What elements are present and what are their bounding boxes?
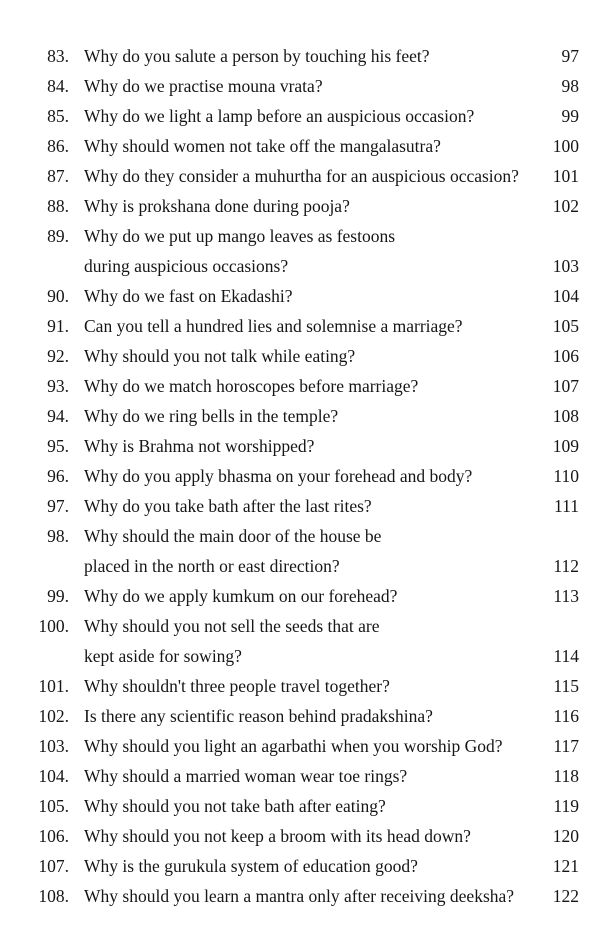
toc-entry — [0, 611, 600, 671]
toc-entry — [0, 401, 600, 431]
entry-title — [84, 671, 544, 701]
table-of-contents — [0, 41, 600, 911]
entry-number: 84. — [47, 76, 69, 96]
entry-title-line: Why do we ring bells in the temple? — [84, 406, 339, 426]
toc-entry — [0, 581, 600, 611]
entry-title — [84, 401, 544, 431]
entry-title — [84, 761, 544, 791]
entry-title-line: Why should you light an agarbathi when you worship God? — [84, 736, 503, 756]
entry-title — [84, 521, 544, 581]
toc-entry — [0, 101, 600, 131]
entry-number: 89. — [47, 226, 69, 246]
toc-entry — [0, 521, 600, 581]
entry-page-number: 99 — [561, 106, 579, 126]
toc-entry — [0, 491, 600, 521]
entry-title — [84, 701, 544, 731]
entry-title — [84, 131, 544, 161]
entry-title-line: Why do we light a lamp before an auspicious occasion? — [84, 106, 475, 126]
entry-number: 85. — [47, 106, 69, 126]
entry-number: 106. — [38, 826, 69, 846]
toc-entry — [0, 851, 600, 881]
entry-page-number: 107 — [552, 376, 579, 396]
entry-page-number: 109 — [552, 436, 579, 456]
entry-title-line: placed in the north or east direction? — [84, 556, 340, 576]
entry-number: 99. — [47, 586, 69, 606]
toc-entry — [0, 791, 600, 821]
entry-number: 98. — [47, 526, 69, 546]
entry-title — [84, 791, 544, 821]
entry-page-number: 102 — [552, 196, 579, 216]
toc-entry — [0, 161, 600, 191]
entry-title — [84, 281, 544, 311]
entry-number: 104. — [38, 766, 69, 786]
entry-page-number: 111 — [554, 496, 579, 516]
entry-title — [84, 431, 544, 461]
entry-number: 107. — [38, 856, 69, 876]
entry-number: 94. — [47, 406, 69, 426]
entry-title-line: Why do we match horoscopes before marriage? — [84, 376, 419, 396]
toc-entry — [0, 221, 600, 281]
toc-entry — [0, 701, 600, 731]
entry-title — [84, 821, 544, 851]
entry-number: 83. — [47, 46, 69, 66]
toc-entry — [0, 461, 600, 491]
toc-entry — [0, 761, 600, 791]
entry-title — [84, 611, 544, 671]
entry-title-line: Why do we practise mouna vrata? — [84, 76, 323, 96]
toc-entry — [0, 311, 600, 341]
entry-title-line: Why do you take bath after the last rites? — [84, 496, 372, 516]
entry-title — [84, 41, 544, 71]
toc-entry — [0, 821, 600, 851]
entry-title — [84, 311, 544, 341]
toc-entry — [0, 371, 600, 401]
entry-title — [84, 851, 544, 881]
toc-entry — [0, 281, 600, 311]
entry-title — [84, 191, 544, 221]
entry-number: 97. — [47, 496, 69, 516]
entry-number: 103. — [38, 736, 69, 756]
entry-page-number: 121 — [552, 856, 579, 876]
entry-title-line: Is there any scientific reason behind pradakshina? — [84, 706, 433, 726]
entry-title-line: Why should you learn a mantra only after receiving deeksha? — [84, 886, 515, 906]
entry-page-number: 108 — [552, 406, 579, 426]
entry-title — [84, 731, 544, 761]
entry-page-number: 105 — [552, 316, 579, 336]
entry-page-number: 101 — [552, 166, 579, 186]
entry-title — [84, 101, 544, 131]
entry-title-line: Why is the gurukula system of education good? — [84, 856, 418, 876]
toc-entry — [0, 671, 600, 701]
entry-page-number: 97 — [561, 46, 579, 66]
entry-page-number: 117 — [553, 736, 579, 756]
entry-title-line: Why shouldn't three people travel together? — [84, 676, 390, 696]
entry-title-line: Why do we apply kumkum on our forehead? — [84, 586, 398, 606]
entry-page-number: 100 — [552, 136, 579, 156]
entry-number: 108. — [38, 886, 69, 906]
entry-title-line: Can you tell a hundred lies and solemnise a marriage? — [84, 316, 463, 336]
entry-number: 100. — [38, 616, 69, 636]
entry-title-line: Why should the main door of the house be — [84, 526, 382, 546]
entry-number: 87. — [47, 166, 69, 186]
entry-page-number: 110 — [553, 466, 579, 486]
entry-title — [84, 581, 544, 611]
entry-title — [84, 341, 544, 371]
toc-entry — [0, 41, 600, 71]
toc-entry — [0, 191, 600, 221]
entry-title-line: Why should you not keep a broom with its head down? — [84, 826, 471, 846]
entry-number: 91. — [47, 316, 69, 336]
entry-number: 101. — [38, 676, 69, 696]
entry-page-number: 104 — [552, 286, 579, 306]
entry-page-number: 112 — [553, 556, 579, 576]
entry-title-line: Why do you apply bhasma on your forehead and body? — [84, 466, 473, 486]
entry-title-line: Why is Brahma not worshipped? — [84, 436, 315, 456]
entry-page-number: 118 — [553, 766, 579, 786]
entry-title — [84, 881, 544, 911]
entry-number: 95. — [47, 436, 69, 456]
entry-title-line: Why do we put up mango leaves as festoons — [84, 226, 396, 246]
entry-title-line: Why should a married woman wear toe rings? — [84, 766, 408, 786]
entry-title-line: during auspicious occasions? — [84, 256, 289, 276]
entry-number: 90. — [47, 286, 69, 306]
toc-entry — [0, 341, 600, 371]
entry-title-line: Why do they consider a muhurtha for an auspicious occasion? — [84, 166, 519, 186]
entry-number: 105. — [38, 796, 69, 816]
entry-title — [84, 461, 544, 491]
toc-entry — [0, 731, 600, 761]
toc-entry — [0, 131, 600, 161]
entry-page-number: 119 — [553, 796, 579, 816]
entry-title — [84, 71, 544, 101]
entry-number: 88. — [47, 196, 69, 216]
entry-page-number: 103 — [552, 256, 579, 276]
entry-number: 92. — [47, 346, 69, 366]
entry-title — [84, 491, 544, 521]
toc-entry — [0, 881, 600, 911]
entry-page-number: 106 — [552, 346, 579, 366]
entry-title-line: kept aside for sowing? — [84, 646, 242, 666]
entry-title-line: Why should you not sell the seeds that are — [84, 616, 380, 636]
entry-title — [84, 161, 544, 191]
entry-title-line: Why is prokshana done during pooja? — [84, 196, 350, 216]
entry-title-line: Why should you not talk while eating? — [84, 346, 356, 366]
entry-page-number: 115 — [553, 676, 579, 696]
entry-number: 96. — [47, 466, 69, 486]
entry-page-number: 116 — [553, 706, 579, 726]
entry-title-line: Why should women not take off the mangalasutra? — [84, 136, 441, 156]
entry-page-number: 114 — [553, 646, 579, 666]
toc-entry — [0, 71, 600, 101]
entry-page-number: 98 — [561, 76, 579, 96]
toc-entry — [0, 431, 600, 461]
entry-page-number: 122 — [552, 886, 579, 906]
entry-title-line: Why should you not take bath after eating? — [84, 796, 386, 816]
entry-title — [84, 371, 544, 401]
entry-page-number: 113 — [553, 586, 579, 606]
entry-page-number: 120 — [552, 826, 579, 846]
entry-number: 86. — [47, 136, 69, 156]
entry-title-line: Why do you salute a person by touching his feet? — [84, 46, 430, 66]
entry-number: 93. — [47, 376, 69, 396]
entry-title-line: Why do we fast on Ekadashi? — [84, 286, 293, 306]
entry-title — [84, 221, 544, 281]
entry-number: 102. — [38, 706, 69, 726]
